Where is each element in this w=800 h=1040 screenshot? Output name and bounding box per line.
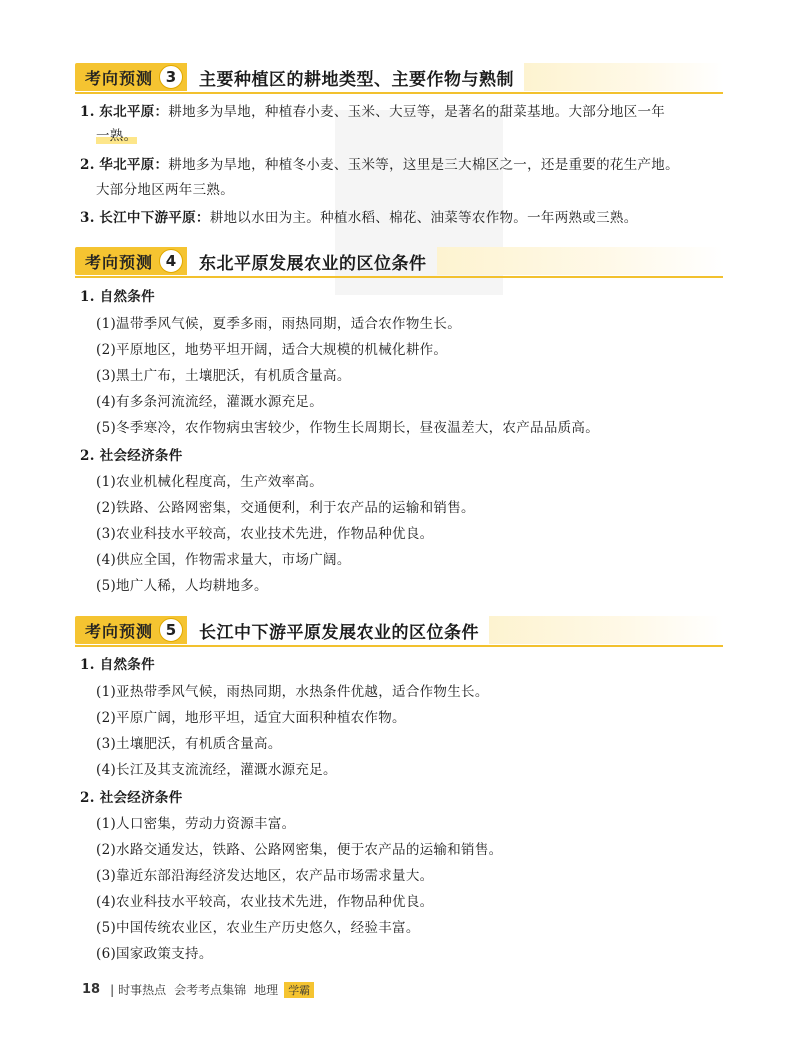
list-item: (3)土壤肥沃，有机质含量高。 (96, 736, 282, 752)
section-header-3 (75, 62, 723, 94)
list-item: 3. 长江中下游平原：耕地以水田为主。种植水稻、棉花、油菜等农作物。一年两熟或三熟。 (80, 210, 638, 226)
item-text: 耕地以水田为主。种植水稻、棉花、油菜等农作物。一年两熟或三熟。 (209, 210, 638, 226)
footer-badge: 学霸 (284, 982, 314, 998)
footer-subject: 地理 (254, 983, 279, 997)
group-heading: 2. 社会经济条件 (80, 790, 183, 806)
list-item: (5)地广人稀，人均耕地多。 (96, 578, 268, 594)
item-text: 耕地多为旱地，种植冬小麦、玉米等，这里是三大棉区之一，还是重要的花生产地。 (168, 157, 679, 173)
list-item: (2)平原广阔，地形平坦，适宜大面积种植农作物。 (96, 710, 406, 726)
list-item: (5)冬季寒冷，农作物病虫害较少，作物生长周期长，昼夜温差大，农产品品质高。 (96, 420, 600, 436)
section-title: 主要种植区的耕地类型、主要作物与熟制 (199, 69, 515, 90)
section-tag-label: 考向预测 (85, 68, 154, 88)
group-heading: 1. 自然条件 (80, 289, 155, 305)
section-header-5 (75, 615, 723, 647)
page-number: 18 (82, 982, 101, 997)
section-tag (75, 247, 187, 275)
footer-book: 会考考点集锦 (174, 983, 247, 997)
list-item: (2)平原地区，地势平坦开阔，适合大规模的机械化耕作。 (96, 342, 448, 358)
section-tag (75, 616, 187, 644)
section-header-fill (524, 63, 723, 91)
section-tag-label: 考向预测 (85, 252, 154, 272)
section-number-badge: 4 (159, 249, 183, 273)
list-item: (4)农业科技水平较高，农业技术先进，作物品种优良。 (96, 894, 434, 910)
section-number-badge: 3 (159, 65, 183, 89)
group-heading: 1. 自然条件 (80, 657, 155, 673)
section-tag-label: 考向预测 (85, 621, 154, 641)
list-item: 1. 东北平原：耕地多为旱地，种植春小麦、玉米、大豆等，是著名的甜菜基地。大部分地区一年 (80, 104, 666, 120)
list-item: (3)靠近东部沿海经济发达地区，农产品市场需求量大。 (96, 868, 434, 884)
list-item: (2)铁路、公路网密集，交通便利，利于农产品的运输和销售。 (96, 500, 475, 516)
list-item: (3)农业科技水平较高，农业技术先进，作物品种优良。 (96, 526, 434, 542)
list-item: (4)有多条河流流经，灌溉水源充足。 (96, 394, 324, 410)
item-name: 长江中下游平原： (99, 210, 210, 226)
list-item: (3)黑土广布，土壤肥沃，有机质含量高。 (96, 368, 351, 384)
list-item: (6)国家政策支持。 (96, 946, 213, 962)
item-name: 华北平原： (99, 157, 169, 173)
section-header-4 (75, 246, 723, 278)
section-header-fill (489, 616, 723, 644)
list-item: (1)亚热带季风气候，雨热同期，水热条件优越，适合作物生长。 (96, 684, 489, 700)
list-item: (2)水路交通发达，铁路、公路网密集，便于农产品的运输和销售。 (96, 842, 503, 858)
footer-separator: | (110, 982, 115, 997)
list-item: 2. 华北平原：耕地多为旱地，种植冬小麦、玉米等，这里是三大棉区之一，还是重要的花生产地。 (80, 157, 679, 173)
section-title: 长江中下游平原发展农业的区位条件 (199, 622, 480, 643)
item-text: 耕地多为旱地，种植春小麦、玉米、大豆等，是著名的甜菜基地。大部分地区一年 (168, 104, 666, 120)
list-item: (1)温带季风气候，夏季多雨，雨热同期，适合农作物生长。 (96, 316, 462, 332)
section-header-fill (437, 247, 723, 275)
section-title: 东北平原发展农业的区位条件 (199, 253, 427, 274)
list-item-continuation: 一熟。 (96, 128, 138, 144)
list-item: (4)长江及其支流流经，灌溉水源充足。 (96, 762, 337, 778)
list-item: (4)供应全国，作物需求量大，市场广阔。 (96, 552, 351, 568)
footer-series: 时事热点 (118, 983, 167, 997)
list-item: (1)人口密集，劳动力资源丰富。 (96, 816, 296, 832)
list-item: (5)中国传统农业区，农业生产历史悠久，经验丰富。 (96, 920, 420, 936)
section-number-badge: 5 (159, 618, 183, 642)
list-item: (1)农业机械化程度高，生产效率高。 (96, 474, 324, 490)
group-heading: 2. 社会经济条件 (80, 448, 183, 464)
section-tag (75, 63, 187, 91)
page-footer (82, 981, 314, 998)
item-name: 东北平原： (99, 104, 169, 120)
list-item-continuation: 大部分地区两年三熟。 (96, 182, 234, 198)
